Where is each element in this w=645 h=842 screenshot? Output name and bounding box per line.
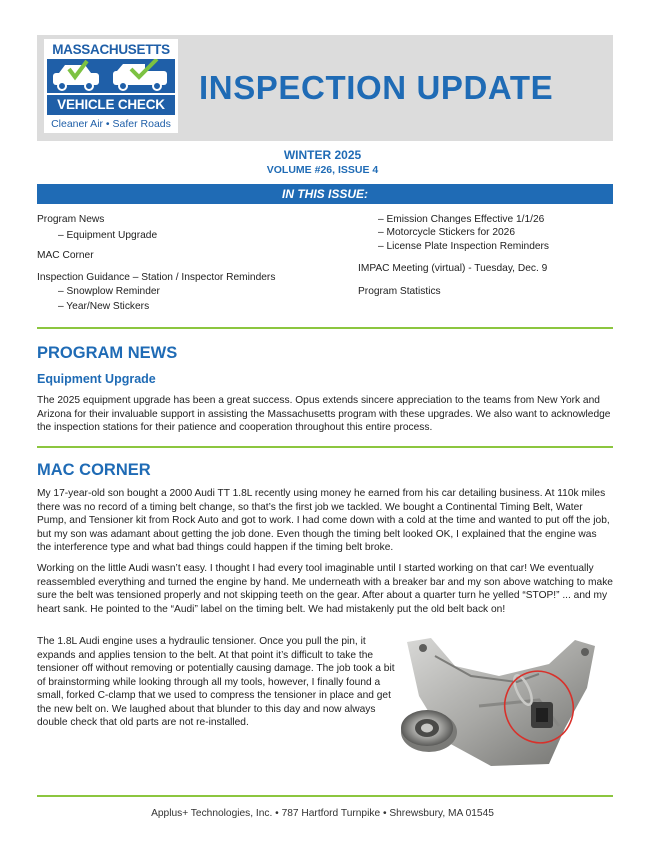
toc-program-news[interactable]: Program News	[37, 214, 105, 225]
issue-volume: VOLUME #26, ISSUE 4	[266, 164, 379, 176]
toc-snowplow[interactable]: – Snowplow Reminder	[58, 286, 160, 297]
section-divider	[37, 446, 613, 448]
toc-inspection-guidance[interactable]: Inspection Guidance – Station / Inspector Reminders	[37, 272, 276, 283]
toc-year-new[interactable]: – Year/New Stickers	[58, 301, 150, 312]
mac-corner-paragraph-2: Working on the little Audi wasn’t easy. I thought I had every tool imaginable until I started working on that car! We eventually reassembled everything and turned the engine by hand. Me underneath with a breaker bar and my son above watching to make sure the belt was tensioned properly and not skipping teeth on the gear. After about a quarter turn he yelled “STOP!” ... and my heart sank. He pointed to the “Audi” label on the timing belt. We had mistakenly put the old belt back on!	[37, 563, 613, 615]
issue-season: WINTER 2025	[283, 148, 362, 162]
section-divider	[37, 327, 613, 329]
toc-motorcycle[interactable]: – Motorcycle Stickers for 2026	[378, 227, 516, 238]
program-news-heading: PROGRAM NEWS	[37, 344, 178, 362]
toc-mac-corner[interactable]: MAC Corner	[37, 250, 94, 261]
program-logo	[44, 39, 178, 133]
masthead	[37, 35, 613, 141]
mac-corner-paragraph-3: The 1.8L Audi engine uses a hydraulic tensioner. Once you pull the pin, it expands and applies tension to the belt. At that point it’s difficult to take the tensioner off without removing or potentially causing damage. The job took a bit of brainstorming while looking through all my tools, however, I finally found a small, forked C-clamp that we used to compress the tensioner in place and get the new belt on. We laughed about that blunder to this day and now always double check that old parts are not re-installed.	[37, 636, 395, 728]
toc-emission[interactable]: – Emission Changes Effective 1/1/26	[378, 214, 545, 225]
footer-address: Applus+ Technologies, Inc. • 787 Hartford Turnpike • Shrewsbury, MA 01545	[151, 808, 494, 819]
logo-band-text: VEHICLE CHECK	[47, 95, 175, 115]
toc-equipment-upgrade[interactable]: – Equipment Upgrade	[58, 230, 158, 241]
mac-corner-paragraph-1: My 17-year-old son bought a 2000 Audi TT 1.8L recently using money he earned from his car detailing business. At 110k miles there was no record of a timing belt change, so that’s the first job we tackled. We bought a Continental Timing Belt, Water Pump, and Tensioner kit from Rock Auto and got to work. I had come down with a cold at the time and wanted to put off the job, but my son was adamant about getting the job done. Even though the timing belt looked OK, I explained that the engine was the interference type and what bad things could happen if the timing belt broke.	[37, 488, 610, 553]
equipment-upgrade-heading: Equipment Upgrade	[37, 372, 156, 386]
logo-state-text: MASSACHUSETTS	[52, 42, 170, 57]
in-this-issue-banner: IN THIS ISSUE:	[37, 184, 613, 204]
timing-belt-tensioner-photo	[399, 636, 613, 776]
footer-divider	[37, 795, 613, 797]
toc-program-stats[interactable]: Program Statistics	[358, 286, 441, 297]
toc-license-plate[interactable]: – License Plate Inspection Reminders	[378, 241, 550, 252]
newsletter-title: INSPECTION UPDATE	[199, 69, 554, 106]
logo-tagline: Cleaner Air • Safer Roads	[51, 118, 171, 130]
toc-impac[interactable]: IMPAC Meeting (virtual) - Tuesday, Dec. 9	[358, 263, 548, 274]
program-news-body: The 2025 equipment upgrade has been a great success. Opus extends sincere appreciation to the teams from New York and Arizona for their invaluable support in assisting the Massachusetts program with these upgrades. We also want to acknowledge the inspection stations for their patience and cooperation throughout this entire process.	[37, 395, 611, 433]
mac-corner-heading: MAC CORNER	[37, 461, 151, 479]
car-checkmark-icon	[47, 59, 175, 93]
